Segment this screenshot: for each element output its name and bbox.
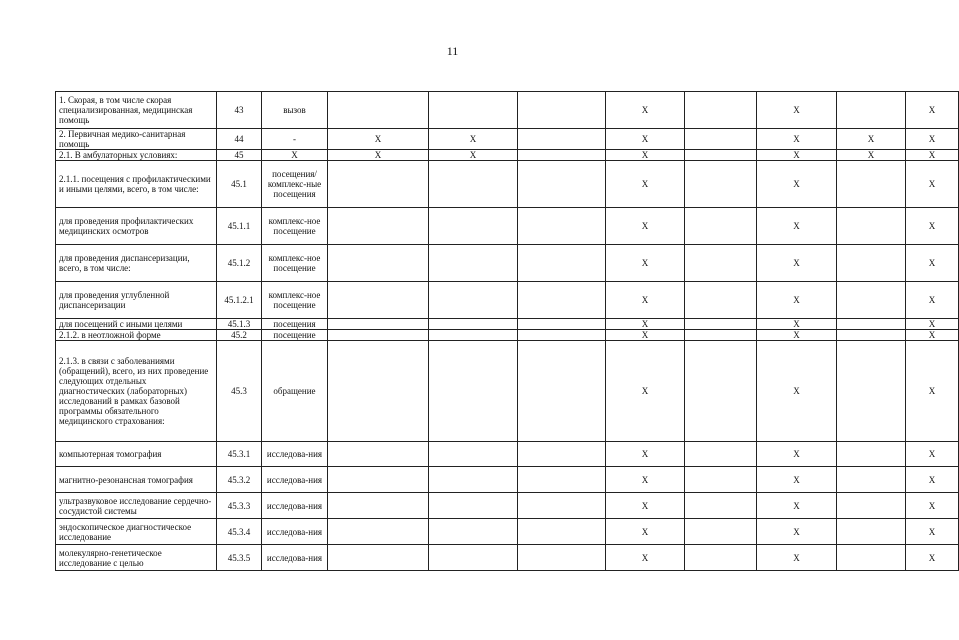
value-cell xyxy=(837,161,906,208)
value-cell: Х xyxy=(906,319,959,330)
value-cell: Х xyxy=(906,282,959,319)
table-row xyxy=(56,208,959,245)
value-cell: Х xyxy=(757,341,837,442)
value-cell xyxy=(837,442,906,467)
value-cell xyxy=(837,519,906,545)
row-code-cell: 45.3.2 xyxy=(217,467,262,493)
value-cell: Х xyxy=(606,519,685,545)
data-table xyxy=(55,91,959,571)
value-cell xyxy=(837,208,906,245)
value-cell: Х xyxy=(606,208,685,245)
value-cell xyxy=(518,282,606,319)
value-cell: Х xyxy=(606,92,685,129)
value-cell xyxy=(328,245,429,282)
value-cell xyxy=(328,519,429,545)
value-cell xyxy=(518,92,606,129)
value-cell xyxy=(518,467,606,493)
value-cell: Х xyxy=(906,467,959,493)
value-cell: Х xyxy=(757,545,837,571)
value-cell xyxy=(429,545,518,571)
value-cell: Х xyxy=(906,150,959,161)
value-cell: Х xyxy=(757,161,837,208)
value-cell xyxy=(518,161,606,208)
value-cell: Х xyxy=(606,442,685,467)
row-unit-cell: Х xyxy=(262,150,328,161)
row-name-cell: для проведения профилактических медицинских осмотров xyxy=(56,208,217,245)
value-cell xyxy=(685,319,757,330)
table-row xyxy=(56,92,959,129)
value-cell xyxy=(518,150,606,161)
value-cell: Х xyxy=(606,245,685,282)
value-cell xyxy=(429,467,518,493)
value-cell: Х xyxy=(606,330,685,341)
value-cell xyxy=(328,493,429,519)
value-cell xyxy=(837,282,906,319)
value-cell: Х xyxy=(906,129,959,150)
value-cell xyxy=(328,341,429,442)
value-cell xyxy=(837,341,906,442)
value-cell: Х xyxy=(606,493,685,519)
row-unit-cell: обращение xyxy=(262,341,328,442)
row-code-cell: 45.1.3 xyxy=(217,319,262,330)
value-cell: Х xyxy=(757,208,837,245)
table-row xyxy=(56,519,959,545)
value-cell xyxy=(685,330,757,341)
value-cell: Х xyxy=(328,150,429,161)
row-code-cell: 45.1.2.1 xyxy=(217,282,262,319)
value-cell xyxy=(429,341,518,442)
value-cell: Х xyxy=(906,493,959,519)
row-name-cell: магнитно-резонансная томография xyxy=(56,467,217,493)
value-cell xyxy=(518,545,606,571)
value-cell: Х xyxy=(757,129,837,150)
value-cell xyxy=(685,341,757,442)
row-unit-cell: исследова-ния xyxy=(262,493,328,519)
value-cell xyxy=(328,319,429,330)
page-number: 11 xyxy=(446,44,459,58)
value-cell: Х xyxy=(606,150,685,161)
row-code-cell: 45.3.1 xyxy=(217,442,262,467)
value-cell: Х xyxy=(757,150,837,161)
row-code-cell: 45.2 xyxy=(217,330,262,341)
value-cell: Х xyxy=(906,442,959,467)
row-code-cell: 44 xyxy=(217,129,262,150)
value-cell xyxy=(685,245,757,282)
table-body xyxy=(56,92,959,571)
value-cell: Х xyxy=(757,92,837,129)
row-name-cell: 2.1.1. посещения с профилактическими и иными целями, всего, в том числе: xyxy=(56,161,217,208)
value-cell xyxy=(837,467,906,493)
value-cell: Х xyxy=(906,208,959,245)
value-cell: Х xyxy=(906,245,959,282)
value-cell xyxy=(685,467,757,493)
value-cell: Х xyxy=(328,129,429,150)
row-name-cell: ультразвуковое исследование сердечно-сосудистой системы xyxy=(56,493,217,519)
value-cell xyxy=(429,519,518,545)
value-cell xyxy=(429,92,518,129)
value-cell xyxy=(518,442,606,467)
row-name-cell: 2. Первичная медико-санитарная помощь xyxy=(56,129,217,150)
value-cell xyxy=(328,92,429,129)
row-code-cell: 45.3.5 xyxy=(217,545,262,571)
row-code-cell: 45.1.1 xyxy=(217,208,262,245)
value-cell xyxy=(429,282,518,319)
value-cell: Х xyxy=(757,245,837,282)
row-unit-cell: комплекс-ное посещение xyxy=(262,208,328,245)
table-row xyxy=(56,545,959,571)
value-cell: Х xyxy=(906,330,959,341)
row-code-cell: 45.3 xyxy=(217,341,262,442)
row-unit-cell: исследова-ния xyxy=(262,467,328,493)
table-row xyxy=(56,282,959,319)
value-cell xyxy=(685,282,757,319)
value-cell xyxy=(328,442,429,467)
value-cell xyxy=(328,208,429,245)
value-cell xyxy=(837,330,906,341)
value-cell xyxy=(429,319,518,330)
row-unit-cell: посещение xyxy=(262,330,328,341)
value-cell xyxy=(429,442,518,467)
table-row xyxy=(56,150,959,161)
value-cell: Х xyxy=(606,129,685,150)
table-row xyxy=(56,330,959,341)
value-cell: Х xyxy=(606,545,685,571)
value-cell xyxy=(685,519,757,545)
row-unit-cell: - xyxy=(262,129,328,150)
value-cell xyxy=(429,161,518,208)
value-cell xyxy=(837,493,906,519)
row-name-cell: 2.1. В амбулаторных условиях: xyxy=(56,150,217,161)
value-cell xyxy=(685,493,757,519)
value-cell xyxy=(518,330,606,341)
value-cell xyxy=(429,245,518,282)
row-code-cell: 45.1.2 xyxy=(217,245,262,282)
value-cell: Х xyxy=(837,129,906,150)
table-row xyxy=(56,442,959,467)
value-cell: Х xyxy=(906,341,959,442)
value-cell xyxy=(518,319,606,330)
value-cell xyxy=(837,245,906,282)
value-cell: Х xyxy=(906,92,959,129)
value-cell xyxy=(518,129,606,150)
value-cell xyxy=(685,150,757,161)
value-cell: Х xyxy=(757,442,837,467)
row-name-cell: молекулярно-генетическое исследование с целью xyxy=(56,545,217,571)
row-name-cell: 2.1.2. в неотложной форме xyxy=(56,330,217,341)
value-cell xyxy=(429,493,518,519)
value-cell xyxy=(837,319,906,330)
row-name-cell: для посещений с иными целями xyxy=(56,319,217,330)
row-unit-cell: исследова-ния xyxy=(262,545,328,571)
value-cell xyxy=(685,442,757,467)
value-cell xyxy=(685,92,757,129)
value-cell xyxy=(328,467,429,493)
value-cell: Х xyxy=(429,150,518,161)
value-cell: Х xyxy=(757,519,837,545)
value-cell xyxy=(518,341,606,442)
table-row xyxy=(56,319,959,330)
row-unit-cell: вызов xyxy=(262,92,328,129)
value-cell xyxy=(837,545,906,571)
row-code-cell: 43 xyxy=(217,92,262,129)
table-row xyxy=(56,467,959,493)
row-unit-cell: посещения/ комплекс-ные посещения xyxy=(262,161,328,208)
value-cell xyxy=(685,129,757,150)
value-cell xyxy=(429,330,518,341)
value-cell: Х xyxy=(757,467,837,493)
table-row xyxy=(56,129,959,150)
row-name-cell: компьютерная томография xyxy=(56,442,217,467)
table-row xyxy=(56,161,959,208)
table-row xyxy=(56,245,959,282)
value-cell: Х xyxy=(606,282,685,319)
value-cell xyxy=(328,330,429,341)
value-cell xyxy=(685,161,757,208)
value-cell: Х xyxy=(757,493,837,519)
row-name-cell: для проведения углубленной диспансеризации xyxy=(56,282,217,319)
value-cell: Х xyxy=(837,150,906,161)
value-cell xyxy=(685,545,757,571)
value-cell: Х xyxy=(906,545,959,571)
value-cell: Х xyxy=(757,330,837,341)
value-cell: Х xyxy=(606,319,685,330)
row-name-cell: эндоскопическое диагностическое исследование xyxy=(56,519,217,545)
value-cell: Х xyxy=(757,282,837,319)
value-cell: Х xyxy=(606,161,685,208)
table-row xyxy=(56,341,959,442)
table-row xyxy=(56,493,959,519)
value-cell xyxy=(328,545,429,571)
value-cell xyxy=(518,493,606,519)
value-cell xyxy=(518,208,606,245)
row-code-cell: 45.3.4 xyxy=(217,519,262,545)
value-cell xyxy=(837,92,906,129)
row-name-cell: 2.1.3. в связи с заболеваниями (обращений), всего, из них проведение следующих отдельных диагностических (лабораторных) исследований в рамках базовой программы обязательного медицинского страхования: xyxy=(56,341,217,442)
row-code-cell: 45 xyxy=(217,150,262,161)
value-cell xyxy=(685,208,757,245)
row-code-cell: 45.3.3 xyxy=(217,493,262,519)
row-unit-cell: посещения xyxy=(262,319,328,330)
value-cell: Х xyxy=(429,129,518,150)
value-cell xyxy=(328,161,429,208)
row-name-cell: для проведения диспансеризации, всего, в том числе: xyxy=(56,245,217,282)
value-cell xyxy=(429,208,518,245)
row-unit-cell: комплекс-ное посещение xyxy=(262,282,328,319)
row-unit-cell: исследова-ния xyxy=(262,519,328,545)
row-code-cell: 45.1 xyxy=(217,161,262,208)
row-unit-cell: комплекс-ное посещение xyxy=(262,245,328,282)
value-cell xyxy=(518,245,606,282)
value-cell: Х xyxy=(906,161,959,208)
row-name-cell: 1. Скорая, в том числе скорая специализированная, медицинская помощь xyxy=(56,92,217,129)
value-cell xyxy=(328,282,429,319)
row-unit-cell: исследова-ния xyxy=(262,442,328,467)
value-cell xyxy=(518,519,606,545)
value-cell: Х xyxy=(606,467,685,493)
value-cell: Х xyxy=(906,519,959,545)
value-cell: Х xyxy=(757,319,837,330)
value-cell: Х xyxy=(606,341,685,442)
